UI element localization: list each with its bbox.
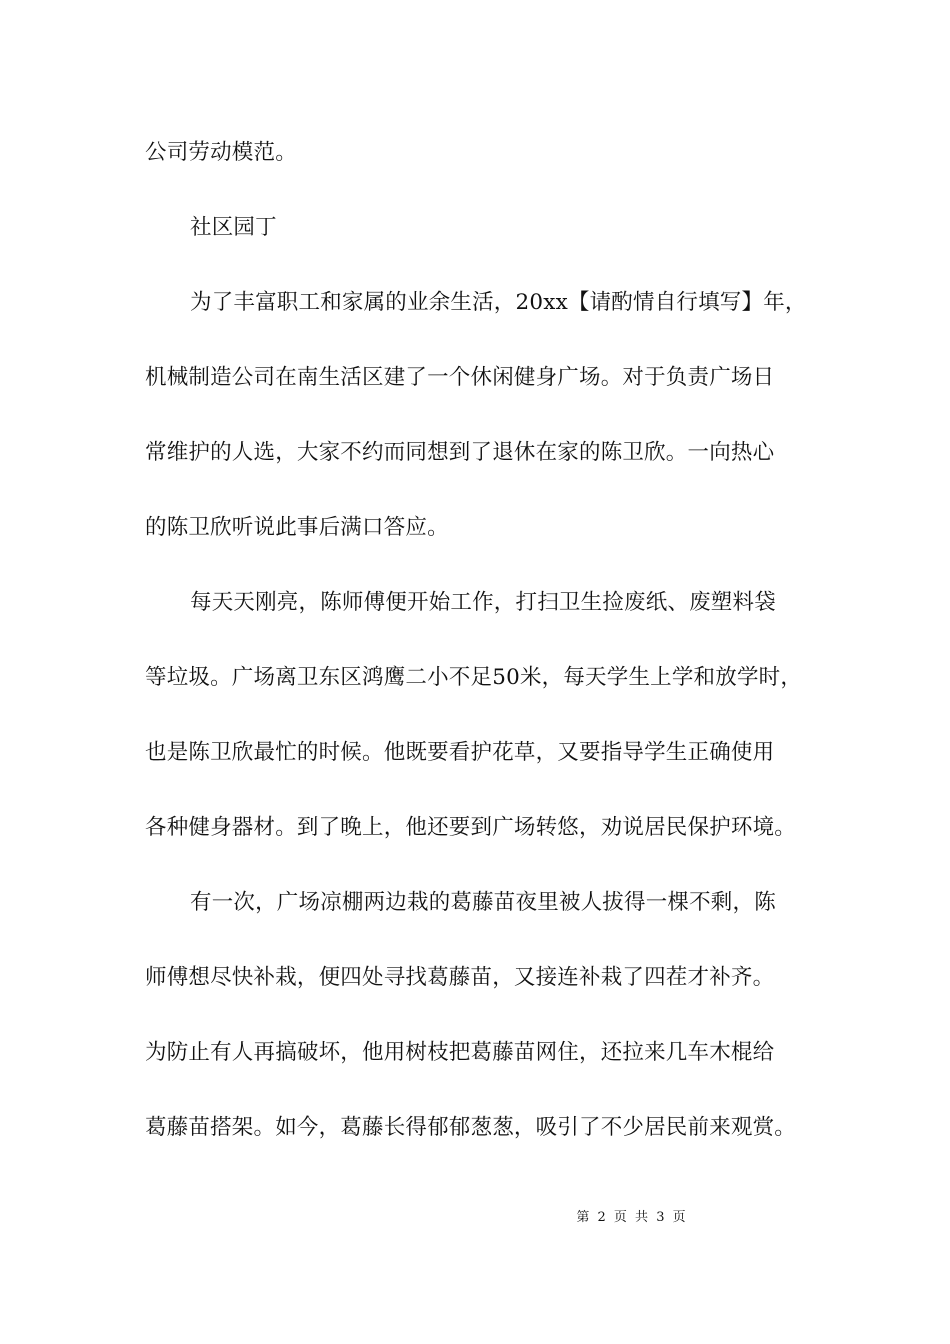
text-line-13: 为防止有人再搞破坏，他用树枝把葛藤苗网住，还拉来几车木棍给 [145, 1040, 775, 1065]
text-line-11: 有一次，广场凉棚两边栽的葛藤苗夜里被人拔得一棵不剩，陈 [190, 890, 776, 915]
text-line-8: 等垃圾。广场离卫东区鸿鹰二小不足50米，每天学生上学和放学时， [145, 665, 803, 690]
page-footer [0, 1209, 950, 1227]
text-line-3: 为了丰富职工和家属的业余生活，20xx【请酌情自行填写】年， [190, 290, 807, 315]
text-line-6: 的陈卫欣听说此事后满口答应。 [145, 515, 449, 540]
text-line-9: 也是陈卫欣最忙的时候。他既要看护花草，又要指导学生正确使用 [145, 740, 775, 765]
text-line-12: 师傅想尽快补栽，便四处寻找葛藤苗，又接连补栽了四茬才补齐。 [145, 965, 775, 990]
section-heading: 社区园丁 [190, 215, 277, 240]
text-line-5: 常维护的人选，大家不约而同想到了退休在家的陈卫欣。一向热心 [145, 440, 775, 465]
text-line-7: 每天天刚亮，陈师傅便开始工作，打扫卫生捡废纸、废塑料袋 [190, 590, 776, 615]
text-line-10: 各种健身器材。到了晚上，他还要到广场转悠，劝说居民保护环境。 [145, 815, 797, 840]
page-number: 第 2 页 共 3 页 [576, 1210, 688, 1225]
text-line-14: 葛藤苗搭架。如今，葛藤长得郁郁葱葱，吸引了不少居民前来观赏。 [145, 1115, 797, 1140]
text-line-1: 公司劳动模范。 [145, 140, 297, 165]
text-line-4: 机械制造公司在南生活区建了一个休闲健身广场。对于负责广场日 [145, 365, 775, 390]
